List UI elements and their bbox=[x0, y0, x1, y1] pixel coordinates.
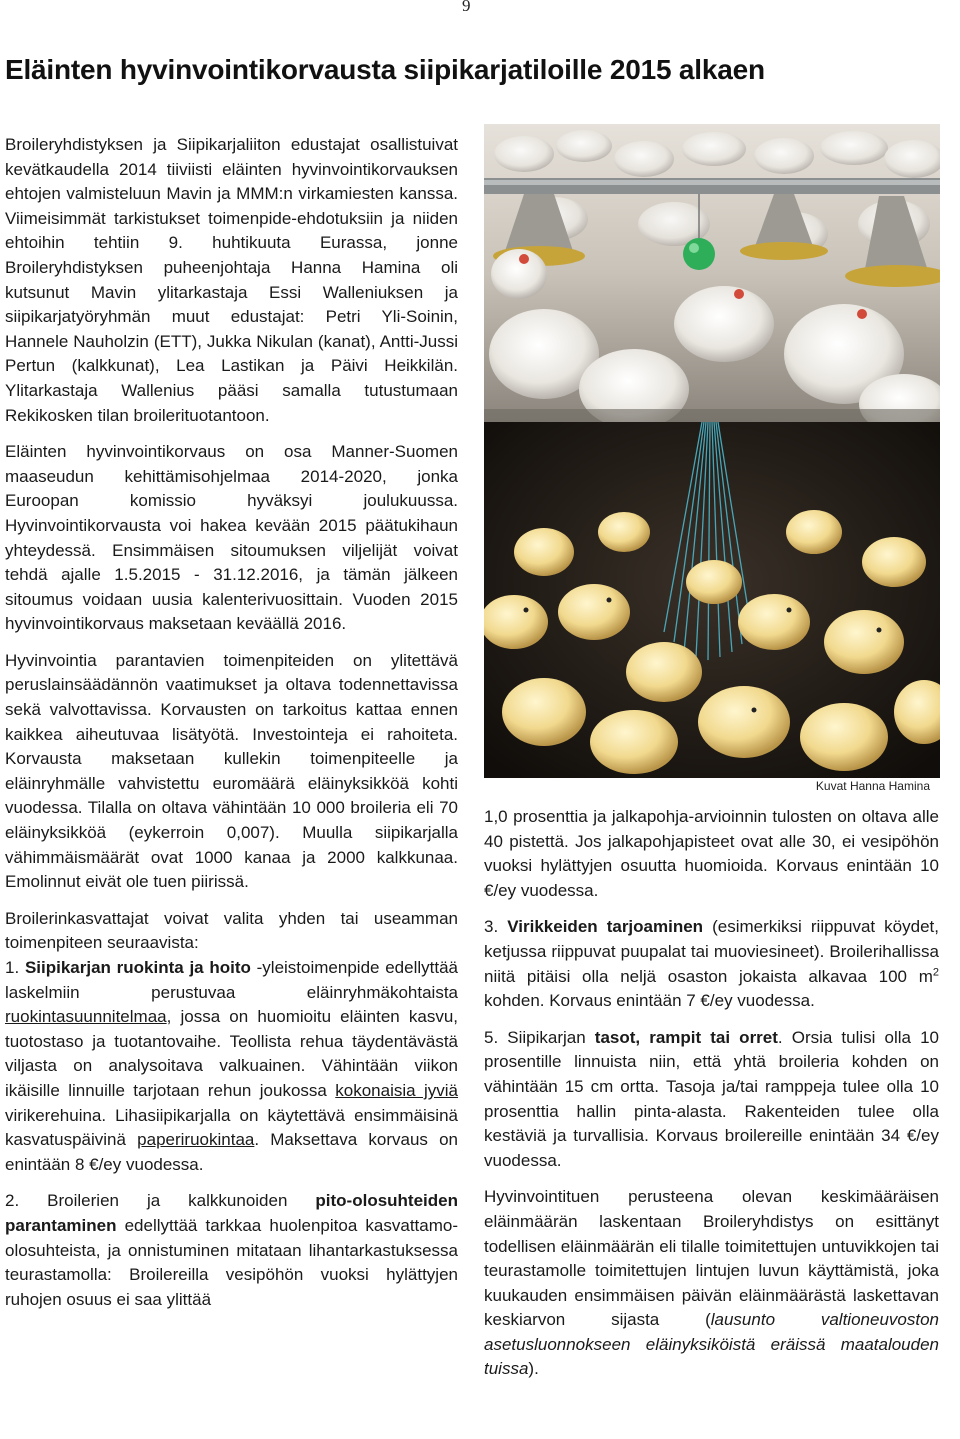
right-column bbox=[484, 805, 939, 1394]
left-column bbox=[5, 133, 458, 1324]
list-number: 2. bbox=[5, 1191, 20, 1211]
paragraph-options-intro: Broilerinkasvattajat voivat valita yhden tai useamman toimenpiteen seuraavista: bbox=[5, 908, 458, 953]
list-item-heading: Siipikarjan ruokinta ja hoito bbox=[24, 958, 251, 977]
underlined-term: paperiruokintaa bbox=[137, 1130, 255, 1150]
list-item-heading: tasot, rampit tai orret bbox=[594, 1027, 778, 1047]
chicken-house-image bbox=[484, 124, 940, 422]
underlined-term: ruokintasuunnitelmaa bbox=[5, 1007, 167, 1027]
list-item-perches bbox=[484, 1026, 939, 1174]
italic-reference: lausunto valtioneuvoston asetusluonnokseen eläinyksiköistä eräissä maatalouden tuissa bbox=[484, 1310, 939, 1379]
paragraph-animal-count bbox=[484, 1185, 939, 1382]
paragraph-requirements: Hyvinvointia parantavien toimenpiteiden on ylitettävä peruslainsäädännön vaatimukset ja oltava todennettavissa sekä valvottavissa. Korvausten on tarkoitus kattaa ennen kaikkea aiheutuvaa lisätyötä. Investointeja ei rahoiteta. Korvausta maksetaan kullekin toimenpiteelle ja eläinryhmälle vahvistettu euromäärä eläinyksikköä kohti vuodessa. Tilalla on oltava vähintään 10 000 broileria eli 70 eläinyksikköä (eykerroin 0,007). Muulla siipikarjalla vähimmäismäärät ovat 1000 kanaa ja 2000 kalkkunaa. Emolinnut eivät ole tuen piirissä. bbox=[5, 650, 458, 892]
superscript: 2 bbox=[932, 965, 939, 978]
paragraph-text: Hyvinvointituen perusteena olevan keskimääräisen eläinmäärän laskentaan Broileryhdistys on esittänyt todellisen eläinmäärän eli tilalle toimitettujen untuvikkojen tai teurastamolle toimitettujen lintujen luvun käyttämistä, joka kuukauden ensimmäisen päivän eläinmäärästä laskettavan keskiarvon sijasta ( bbox=[484, 1187, 939, 1330]
list-item-text: edellyttää tarkkaa huolenpitoa kasvattamo- olosuhteista, ja onnistuminen mitataan lihantarkastuksessa teurastamolla: Broilereilla vesipöhön vuoksi hylättyjen ruhojen osuus ei saa ylittää bbox=[5, 1215, 458, 1309]
photo-credit: Kuvat Hanna Hamina bbox=[815, 779, 930, 793]
chicks-image bbox=[484, 422, 940, 778]
photo-chicken-house bbox=[484, 124, 940, 422]
photo-chicks bbox=[484, 422, 940, 778]
list-item-text: . Maksettava korvaus on enintään 8 €/ey vuodessa. bbox=[5, 1130, 458, 1174]
list-item-feeding bbox=[5, 956, 458, 1177]
list-number: 3. bbox=[484, 917, 499, 937]
list-item-text: -yleistoimenpide edellyttää laskelmiin perustuvaa eläinryhmäkohtaista bbox=[5, 958, 458, 1002]
list-item-heading: Virikkeiden tarjoaminen bbox=[507, 917, 704, 937]
list-number: 1. bbox=[5, 958, 20, 977]
page-number: 9 bbox=[462, 0, 471, 15]
list-item-text: virikerehuina. Lihasiipikarjalla on käytettävä ensimmäisinä kasvatuspäivinä bbox=[5, 1105, 458, 1150]
list-item-enrichment bbox=[484, 915, 939, 1013]
list-item-text: kohden. Korvaus enintään 7 €/ey vuodessa. bbox=[484, 991, 815, 1011]
list-number: 5. bbox=[484, 1027, 499, 1047]
list-item-text: Siipikarjan bbox=[498, 1027, 595, 1047]
list-item-conditions bbox=[5, 1189, 458, 1312]
list-item-text: , jossa on huomioitu eläinten kasvu, tuotostaso ja tuotantovaihe. Teollista rehua täydentävästä viljasta on analysoitava valkuainen. Vähintään viikon ikäisille linnuille tarjotaan rehun joukossa bbox=[5, 1007, 458, 1100]
paragraph-continued: 1,0 prosenttia ja jalkapohja-arvioinnin tulosten on oltava alle 40 pistettä. Jos jalkapohjapisteet ovat alle 30, ei vesipöhön vuoksi hylättyjen osuutta huomioida. Korvaus enintään 10 €/ey vuodessa. bbox=[484, 807, 939, 900]
paragraph-text: ). bbox=[528, 1359, 539, 1379]
paragraph-program: Eläinten hyvinvointikorvaus on osa Manner-Suomen maaseudun kehittämisohjelmaa 2014-2020, jonka Euroopan komissio hyväksyi joulukuussa. Hyvinvointikorvausta voi hakea kevään 2015 päätukihaun yhteydessä. Ensimmäisen sitoumuksen viljelijät voivat tehdä ajalle 1.5.2015 - 31.12.2016, ja tämän jälkeen sitoumus voidaan uusia kalenterivuosittain. Vuoden 2015 hyvinvointikorvaus maksetaan keväällä 2016. bbox=[5, 442, 458, 634]
article-title: Eläinten hyvinvointikorvausta siipikarjatiloille 2015 alkaen bbox=[5, 54, 765, 85]
list-item-text: . Orsia tulisi olla 10 prosentille linnuista niin, että yhtä broileria kohden on vähintään 15 cm orttа. Tasoja ja/tai ramppeja tulee olla 10 prosenttia hallin pinta-alasta. Rakenteiden tulee olla kestäviä ja turvallisia. Korvaus broilereille enintään 34 €/ey vuodessa. bbox=[484, 1027, 939, 1170]
underlined-term: kokonaisia jyviä bbox=[335, 1080, 459, 1100]
list-item-heading: pito-olosuhteiden parantaminen bbox=[5, 1191, 458, 1235]
paragraph-intro: Broileryhdistyksen ja Siipikarjaliiton edustajat osallistuivat kevätkaudella 2014 tiiviisti eläinten hyvinvointikorvauksen ehtojen valmisteluun Mavin ja MMM:n virkamiesten kanssa. Viimeisimmät tarkistukset toimenpide-ehdotuksiin ja niiden ehtoihin tehtiin 9. huhtikuuta Eurassa, jonne Broileryhdistyksen puheenjohtaja Hanna Hamina oli kutsunut Mavin ylitarkastaja Essi Walleniuksen ja siipikarjatyöryhmän muut edustajat: Petri Yli-Soinin, Hannele Nauholzin (ETT), Jukka Nikulan (kanat), Antti-Jussi Pertun (kalkkunat), Lea Lastikan ja Päivi Heikkilän. Ylitarkastaja Wallenius pääsi samalla tutustumaan Rekikosken tilan broilerituotantoon. bbox=[5, 135, 458, 425]
list-item-text: Broilerien ja kalkkunoiden bbox=[19, 1191, 316, 1211]
list-item-text: (esimerkiksi riippuvat köydet, ketjussa riippuvat puupalat tai muoviesineet). Broilerihallissa niitä pitäisi olla neljä osaston jokaista alkavaa 100 m bbox=[484, 917, 939, 986]
